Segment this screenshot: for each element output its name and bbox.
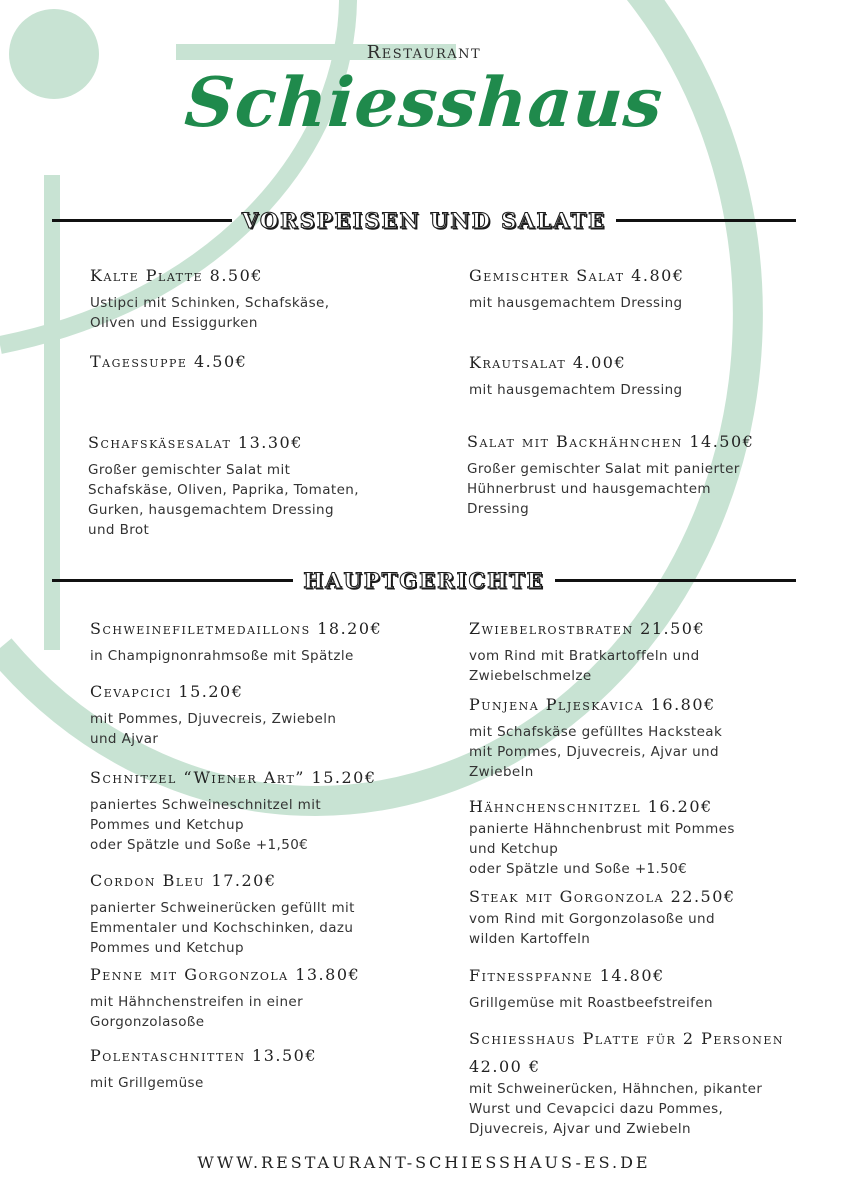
heading-rule-right	[616, 219, 796, 222]
menu-item	[90, 350, 247, 374]
item-name: Fitnesspfanne 14.80€	[469, 966, 665, 985]
item-description: mit hausgemachtem Dressing	[469, 382, 683, 398]
menu-item	[90, 869, 355, 958]
website-link[interactable]: WWW.RESTAURANT-SCHIESSHAUS-ES.DE	[197, 1153, 651, 1172]
heading-rule-left	[52, 579, 293, 582]
item-description: Ustipci mit Schinken, Schafskäse, Oliven und Essiggurken	[90, 295, 330, 331]
item-name: Schweinefiletmedaillons 18.20€	[90, 619, 383, 638]
item-name: Steak mit Gorgonzola 22.50€	[469, 887, 736, 906]
item-name: Tagessuppe 4.50€	[90, 352, 248, 371]
item-name: Gemischter Salat 4.80€	[469, 266, 685, 285]
heading-rule-left	[52, 219, 232, 222]
item-name: Schiesshaus Platte für 2 Personen	[469, 1029, 785, 1048]
menu-item	[90, 264, 329, 333]
item-name: Zwiebelrostbraten 21.50€	[469, 619, 706, 638]
menu-item	[469, 795, 735, 879]
item-name: Cevapcici 15.20€	[90, 682, 244, 701]
section-heading-mains	[52, 568, 796, 593]
item-name: Hähnchenschnitzel 16.20€	[469, 797, 713, 816]
item-description: Großer gemischter Salat mit panierter Hühnerbrust und hausgemachtem Dressing	[467, 461, 740, 517]
menu-item	[469, 693, 722, 782]
item-description: in Champignonrahmsoße mit Spätzle	[90, 648, 354, 664]
item-name: Schnitzel “Wiener Art” 15.20€	[90, 768, 377, 787]
menu-item	[469, 351, 683, 400]
item-description: paniertes Schweineschnitzel mit Pommes und Ketchup oder Spätzle und Soße +1,50€	[90, 797, 322, 853]
item-description: panierte Hähnchenbrust mit Pommes und Ketchup oder Spätzle und Soße +1.50€	[469, 821, 735, 877]
restaurant-label: Restaurant	[366, 42, 482, 63]
item-description: panierter Schweinerücken gefüllt mit Emmentaler und Kochschinken, dazu Pommes und Ketchup	[90, 900, 355, 956]
item-name: Cordon Bleu 17.20€	[90, 871, 277, 890]
item-price: 42.00 €	[469, 1057, 541, 1076]
item-description: vom Rind mit Gorgonzolasoße und wilden Kartoffeln	[469, 911, 715, 947]
item-description: mit hausgemachtem Dressing	[469, 295, 683, 311]
restaurant-name: Schiesshaus	[182, 63, 666, 143]
heading-rule-right	[555, 579, 796, 582]
item-name: Schafskäsesalat 13.30€	[88, 433, 303, 452]
item-name: Polentaschnitten 13.50€	[90, 1046, 318, 1065]
item-description: Großer gemischter Salat mit Schafskäse, Oliven, Paprika, Tomaten, Gurken, hausgemachtem Dressing und Brot	[88, 462, 359, 538]
item-description: mit Grillgemüse	[90, 1075, 204, 1091]
item-name: Salat mit Backhähnchen 14.50€	[467, 432, 755, 451]
item-description: Grillgemüse mit Roastbeefstreifen	[469, 995, 713, 1011]
item-description: vom Rind mit Bratkartoffeln und Zwiebelschmelze	[469, 648, 700, 684]
section-title: VORSPEISEN UND SALATE	[241, 208, 607, 233]
menu-item	[467, 430, 754, 519]
menu-item	[469, 264, 684, 313]
item-name: Krautsalat 4.00€	[469, 353, 627, 372]
menu-item	[90, 680, 336, 749]
menu-item	[88, 431, 359, 540]
section-title: HAUPTGERICHTE	[303, 568, 545, 593]
item-name: Punjena Pljeskavica 16.80€	[469, 695, 716, 714]
item-name: Kalte Platte 8.50€	[90, 266, 263, 285]
menu-item	[90, 766, 377, 855]
section-heading-starters	[52, 208, 796, 233]
item-description: mit Pommes, Djuvecreis, Zwiebeln und Ajvar	[90, 711, 337, 747]
item-description: mit Schweinerücken, Hähnchen, pikanter Wurst und Cevapcici dazu Pommes, Djuvecreis, Ajvar und Zwiebeln	[469, 1081, 763, 1137]
menu-item	[90, 963, 360, 1032]
menu-item	[469, 964, 713, 1013]
menu-item	[90, 1044, 317, 1093]
menu-item	[469, 617, 705, 686]
item-name: Penne mit Gorgonzola 13.80€	[90, 965, 361, 984]
menu-item	[469, 1027, 784, 1139]
menu-item	[90, 617, 382, 666]
item-description: mit Schafskäse gefülltes Hacksteak mit Pommes, Djuvecreis, Ajvar und Zwiebeln	[469, 724, 723, 780]
menu-item	[469, 885, 736, 949]
item-description: mit Hähnchenstreifen in einer Gorgonzolasoße	[90, 994, 304, 1030]
